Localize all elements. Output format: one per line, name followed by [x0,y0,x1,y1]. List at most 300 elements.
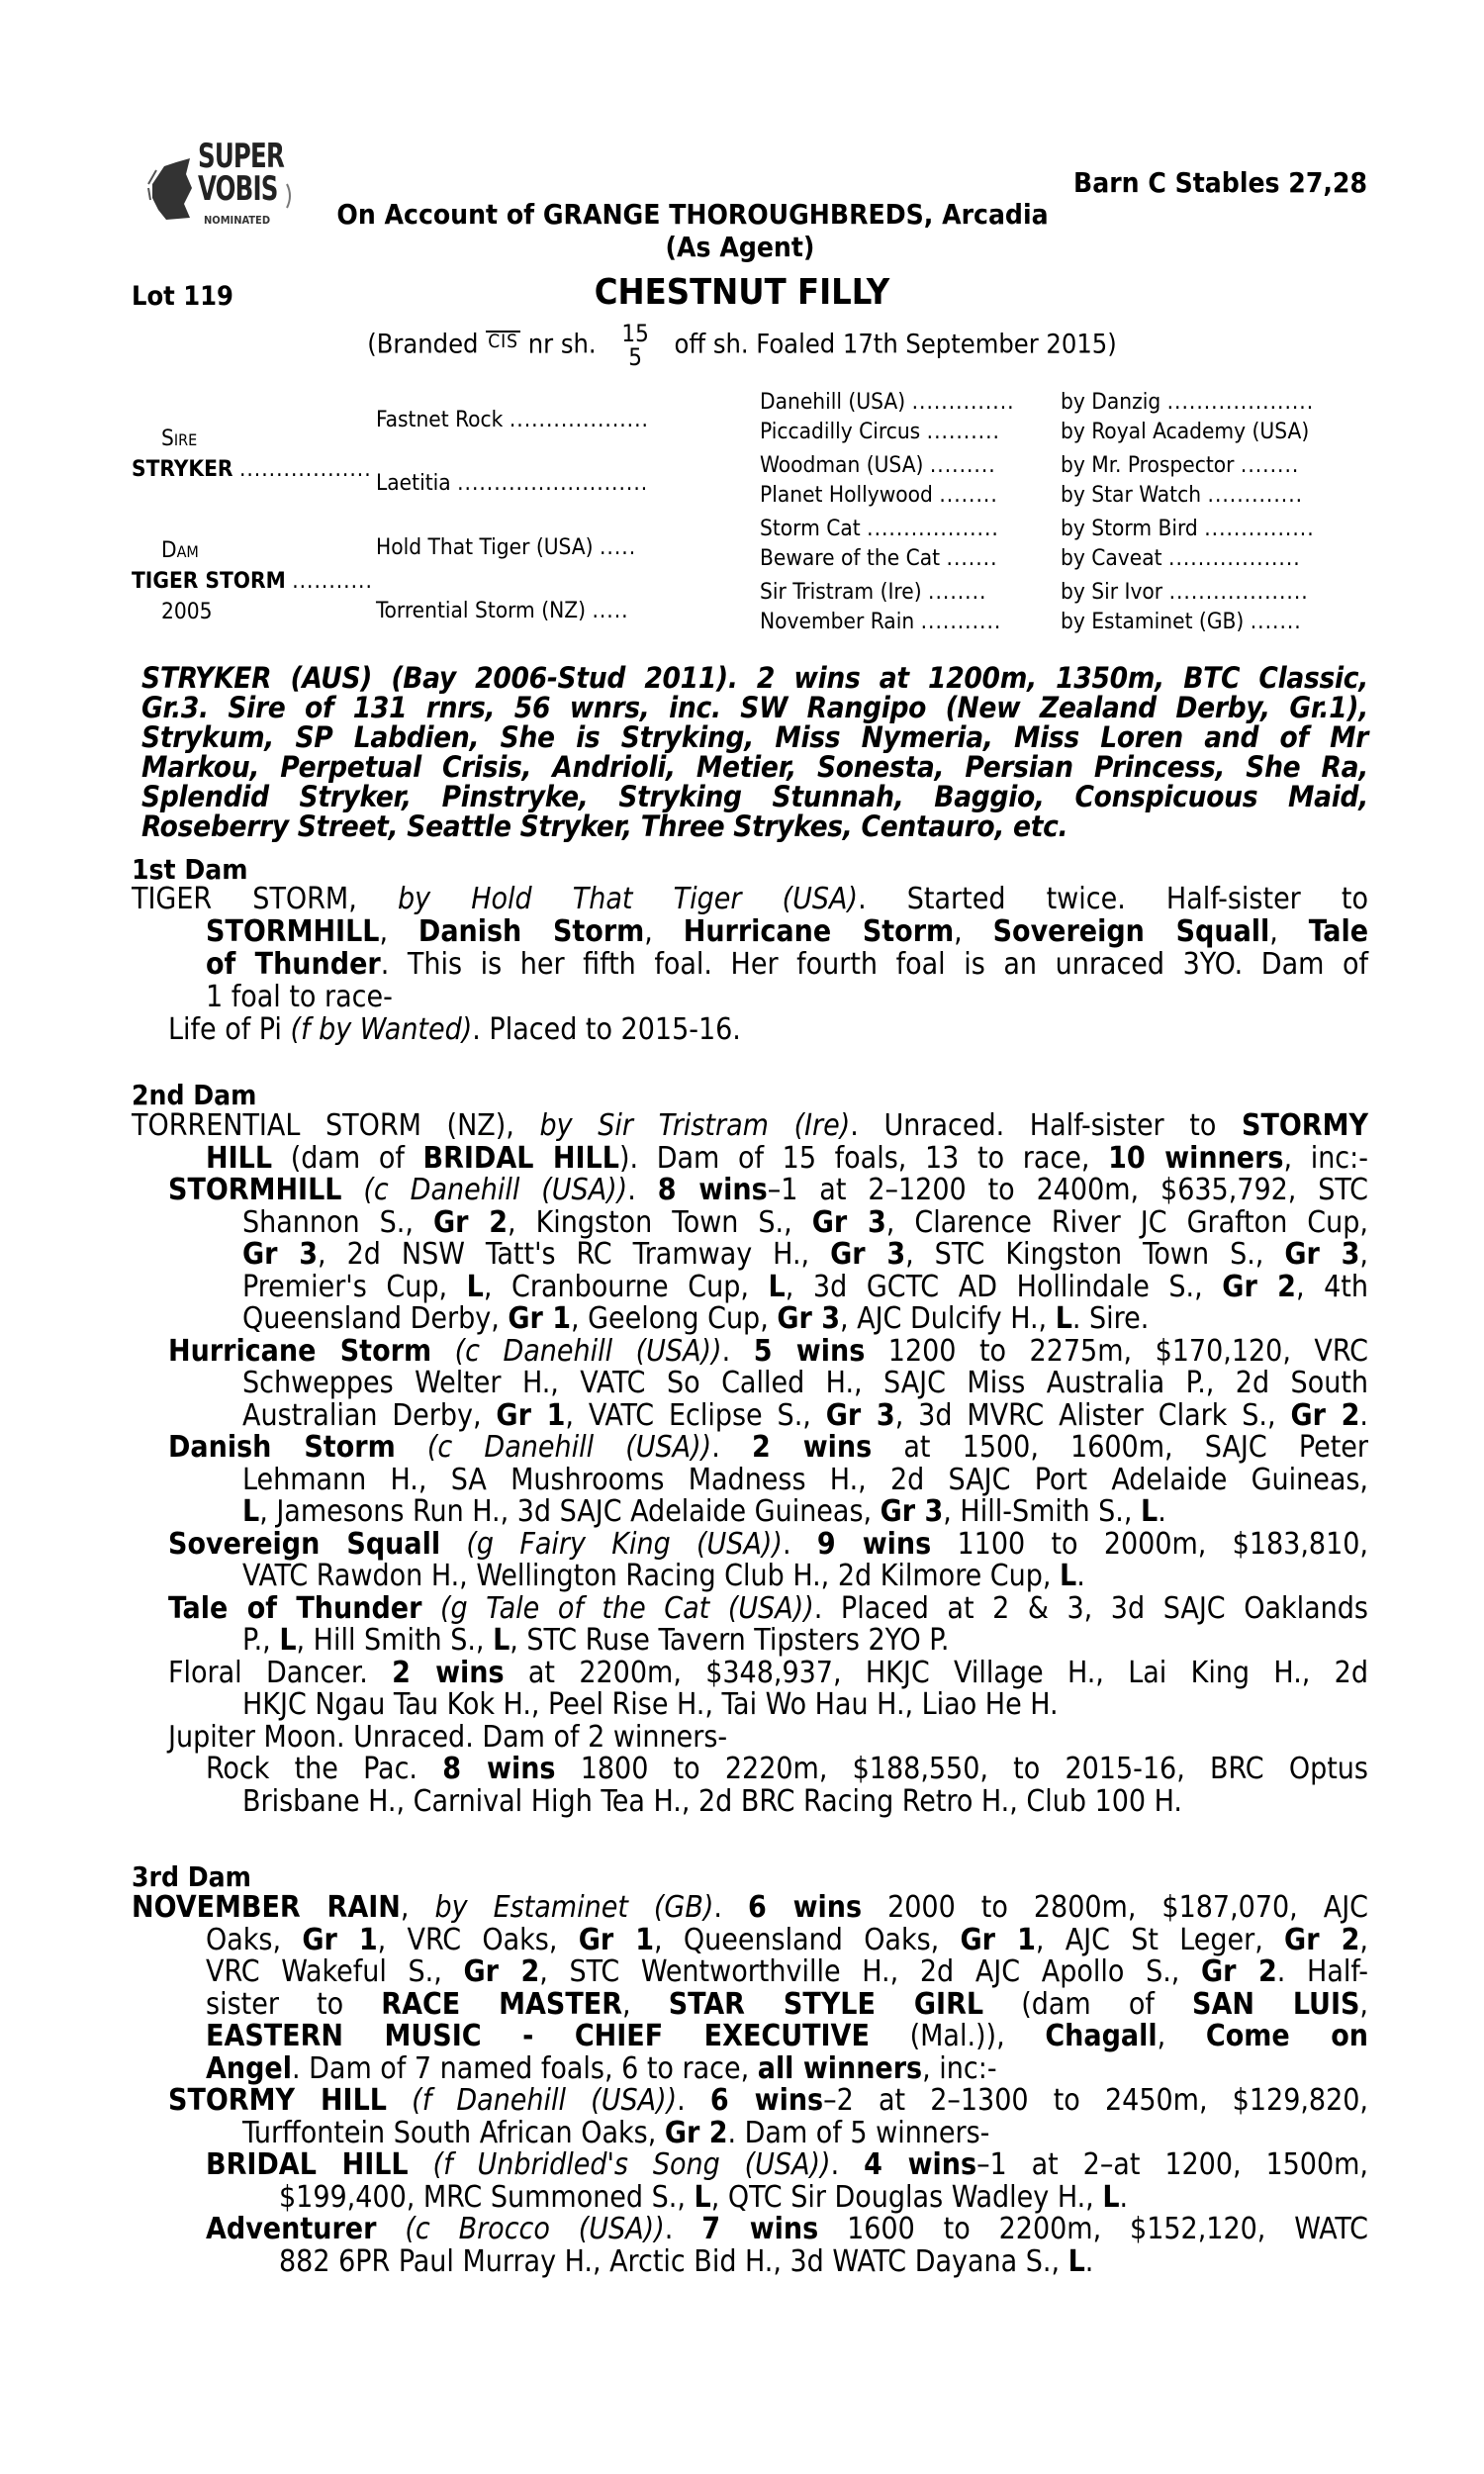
great-grandparent [760,609,1001,634]
bold-text: SAN LUIS [1192,1987,1360,2022]
bold-text: 8 wins [442,1752,556,1786]
text: , [1157,2019,1206,2053]
great-grandparent [760,452,996,478]
italic-text: (f Unbridled's Song (USA)) [432,2147,831,2182]
ggp-sire-dots: .................. [1168,545,1301,571]
text: Brisbane H., Carnival High Tea H., 2d BRC Racing Retro H., Club 100 H. [242,1784,1182,1819]
text: , [379,914,418,949]
logo-line-nominated: NOMINATED [204,214,271,227]
sire-dots: .................. [238,456,372,482]
dam2-line [168,1721,727,1754]
dam2-line [168,1592,1368,1625]
ggp-name: Sir Tristram (Ire) [760,579,922,605]
sire-summary-line: STRYKER (AUS) (Bay 2006-Stud 2011). 2 wins at 1200m, 1350m, BTC Classic, [141,661,1368,695]
text: VATC Rawdon H., Wellington Racing Club H., 2d Kilmore Cup, [242,1559,1061,1593]
bold-text: L [242,1494,260,1529]
bold-text: Gr 2 [1290,1398,1360,1433]
ggp-sire-dots: ............... [1204,516,1315,541]
bold-text: L [279,1623,297,1658]
brand-fraction-top: 15 [621,320,649,347]
dam3-line [206,2052,997,2085]
bold-text: HILL [206,1141,273,1176]
grandparent: Hold That Tiger (USA) ..... [376,534,637,560]
text: , [400,1890,435,1925]
text: , STC Ruse Tavern Tipsters 2YO P. [510,1623,950,1658]
ggp-dots: .................. [867,516,999,541]
great-grandparent [760,419,1000,444]
text: , 4th [1295,1270,1368,1304]
text: . [1076,1559,1085,1593]
dam2-line [168,1528,1368,1561]
bold-text: Gr 2 [1284,1923,1360,1957]
bold-text: BRIDAL HILL [422,1141,619,1176]
bold-text: Tale [1308,914,1369,949]
great-grandparent [760,516,999,541]
text: (Mal.)), [869,2019,1046,2053]
dam2-line [242,1302,1149,1335]
dam-label: Dam [161,537,199,563]
dam1-heading: 1st Dam [132,853,248,886]
dam2-line [206,1142,1368,1175]
text: Premier's Cup, [242,1270,467,1304]
bold-text: Gr 3 [830,1237,906,1272]
ggp-dots: .............. [911,389,1015,415]
text: Schweppes Welter H., VATC So Called H., SAJC Miss Australia P., 2d South [242,1366,1368,1400]
text: Lehmann H., SA Mushrooms Madness H., 2d SAJC Port Adelaide Guineas, [242,1463,1368,1497]
vendor-account: On Account of GRANGE THOROUGHBREDS, Arcadia [336,198,1049,231]
sire-summary-line: Strykum, SP Labdien, She is Stryking, Miss Nymeria, Miss Loren and of Mr [141,720,1368,754]
bold-text: 4 wins [864,2147,977,2182]
bold-text: BRIDAL HILL [206,2147,409,2182]
great-grandparent-sire [1061,452,1299,478]
bold-text: Danish Storm [168,1430,396,1465]
bold-text: Gr 2 [463,1954,540,1989]
ggp-sire-name: by Royal Academy (USA) [1061,419,1310,444]
vendor-block [0,198,1484,263]
dam2-line [168,1431,1368,1464]
text: . [830,2147,865,2182]
text: , 3d MVRC Alister Clark S., [894,1398,1291,1433]
bold-text: L [1067,2244,1085,2279]
text: , [1359,1923,1368,1957]
dam3-line [279,2245,1093,2278]
bold-text: Tale of Thunder [168,1591,422,1626]
brand-mark: CIS [488,330,519,352]
text: . [627,1173,658,1207]
text: , AJC St Leger, [1035,1923,1285,1957]
ggp-name: Woodman (USA) [760,452,924,478]
text: . Started twice. Half-sister to [858,882,1369,916]
text: –1 at 2–1200 to 2400m, $635,792, STC [767,1173,1368,1207]
text: 1100 to 2000m, $183,810, [931,1527,1368,1562]
ggp-name: Storm Cat [760,516,861,541]
bold-text: EASTERN MUSIC - CHIEF EXECUTIVE [206,2019,870,2053]
dam2-line [242,1785,1182,1818]
text: Queensland Derby, [242,1301,509,1336]
dam2-line [242,1495,1166,1528]
bold-text: L [694,2180,711,2215]
text [421,1591,440,1626]
text: 1800 to 2220m, $188,550, to 2015-16, BRC Optus [555,1752,1368,1786]
great-grandparent-sire [1061,419,1309,444]
dam3-line [206,1924,1368,1956]
text: at 2200m, $348,937, HKJC Village H., Lai King H., 2d [504,1656,1368,1690]
text: 1 foal to race- [206,980,393,1014]
italic-text: (g Tale of the Cat (USA)) [440,1591,814,1626]
text: , [954,914,993,949]
bold-text: 6 wins [748,1890,863,1925]
great-grandparent-sire [1061,579,1309,605]
bold-text: Sovereign Squall [168,1527,441,1562]
bold-text: 2 wins [392,1656,505,1690]
text: . [664,2212,702,2246]
bold-text: Gr 2 [1222,1270,1296,1304]
grandparent: Torrential Storm (NZ) ..... [376,598,629,623]
text: Life of Pi [168,1012,291,1047]
bold-text: NOVEMBER RAIN [132,1890,401,1925]
dam3-heading: 3rd Dam [132,1860,251,1893]
bold-text: of Thunder [206,947,381,982]
text: VRC Wakeful S., [206,1954,464,1989]
bold-text: Gr 3 [825,1398,895,1433]
text: , Clarence River JC Grafton Cup, [885,1205,1368,1240]
ggp-sire-name: by Storm Bird [1061,516,1198,541]
bold-text: Gr 3 [777,1301,840,1336]
text: . [782,1527,817,1562]
text: . [711,1430,752,1465]
bold-text: Gr 3 [1284,1237,1360,1272]
bold-text: Come on [1205,2019,1368,2053]
dam2-line [242,1688,1059,1721]
dam3-line [279,2181,1128,2214]
text: , STC Wentworthville H., 2d AJC Apollo S., [539,1954,1202,1989]
text: , Jamesons Run H., 3d SAJC Adelaide Guineas, [259,1494,881,1529]
dam2-line [168,1657,1368,1689]
italic-text: (c Danehill (USA)) [363,1173,628,1207]
vendor-agent: (As Agent) [665,231,815,263]
sire-summary-line: Gr.3. Sire of 131 rnrs, 56 wnrs, inc. SW Rangipo (New Zealand Derby, Gr.1), [141,691,1368,724]
text: Shannon S., [242,1205,433,1240]
grandparent: Laetitia .......................... [376,470,649,496]
text: Rock the Pac. [206,1752,443,1786]
ggp-sire-name: by Caveat [1061,545,1162,571]
text: . [721,1334,754,1369]
bold-text: L [1102,2180,1120,2215]
lot-number: Lot 119 [132,281,233,312]
text: (dam of [983,1987,1193,2022]
ggp-sire-dots: .................... [1166,389,1315,415]
text [431,1334,455,1369]
ggp-dots: ........ [939,482,998,508]
text: 2000 to 2800m, $187,070, AJC [862,1890,1369,1925]
dam2-line [132,1109,1368,1142]
text: 882 6PR Paul Murray H., Arctic Bid H., 3d WATC Dayana S., [279,2244,1068,2279]
ggp-dots: ........ [928,579,987,605]
text: . Unraced. Half-sister to [850,1108,1243,1143]
text: TORRENTIAL STORM (NZ), [132,1108,540,1143]
dam2-line [168,1335,1368,1368]
bold-text: Hurricane Storm [683,914,955,949]
italic-text: (g Fairy King (USA)) [466,1527,783,1562]
bold-text: 9 wins [816,1527,932,1562]
bold-text: STORMHILL [206,914,380,949]
text [396,1430,427,1465]
italic-text: (c Brocco (USA)) [405,2212,665,2246]
great-grandparent [760,389,1015,415]
bold-text: Gr 3 [242,1237,319,1272]
dam2-line [242,1238,1368,1271]
great-grandparent-sire [1061,516,1315,541]
dam2-line [168,1174,1368,1206]
bold-text: L [493,1623,510,1658]
sire-summary-line: Markou, Perpetual Crisis, Andrioli, Metier, Sonesta, Persian Princess, She Ra, [141,750,1368,784]
sire-summary-line: Roseberry Street, Seattle Stryker, Three Strykes, Centauro, etc. [141,809,1068,843]
text: , 3d GCTC AD Hollindale S., [785,1270,1223,1304]
text: . [1158,1494,1166,1529]
italic-text: (f by Wanted) [290,1012,473,1047]
text: , [1359,1987,1368,2022]
sire-summary-line: Splendid Stryker, Pinstryke, Stryking Stunnah, Baggio, Conspicuous Maid, [141,780,1368,813]
dam1-line [132,883,1368,915]
ggp-name: Danehill (USA) [760,389,906,415]
text: . [713,1890,748,1925]
bold-text: Danish Storm [417,914,645,949]
bold-text: Adventurer [206,2212,377,2246]
text: . Dam of 7 named foals, 6 to race, [291,2051,758,2086]
bold-text: 7 wins [701,2212,819,2246]
bold-text: all winners [757,2051,923,2086]
text: HKJC Ngau Tau Kok H., Peel Rise H., Tai Wo Hau H., Liao He H. [242,1687,1059,1722]
great-grandparent-sire [1061,545,1301,571]
text: , Hill Smith S., [296,1623,494,1658]
bold-text: Sovereign Squall [992,914,1270,949]
bold-text: L [768,1270,786,1304]
bold-text: 10 winners [1108,1141,1284,1176]
text [409,2147,433,2182]
great-grandparent-sire [1061,389,1314,415]
text: , STC Kingston Town S., [905,1237,1285,1272]
dam-dots: ........... [292,568,373,594]
great-grandparent [760,579,986,605]
text: at 1500, 1600m, SAJC Peter [872,1430,1368,1465]
bold-text: 8 wins [657,1173,768,1207]
bold-text: L [1060,1559,1077,1593]
bold-text: STAR STYLE GIRL [668,1987,984,2022]
text: , inc:- [1283,1141,1368,1176]
great-grandparent-sire [1061,609,1302,634]
bold-text: Gr 2 [664,2116,728,2150]
dam2-line [242,1560,1085,1592]
dam3-line [206,2213,1368,2245]
dam3-line [132,1891,1368,1924]
bold-text: Gr 3 [811,1205,886,1240]
text: 1600 to 2200m, $152,120, WATC [818,2212,1369,2246]
dam3-line [206,1988,1368,2021]
text: –2 at 2–1300 to 2450m, $129,820, [823,2083,1369,2118]
bold-text: Gr 1 [578,1923,655,1957]
dam2-line [242,1464,1368,1496]
text: . [1084,2244,1094,2279]
text: , VRC Oaks, [377,1923,579,1957]
brand-fraction [621,322,648,369]
bold-text: RACE MASTER [381,1987,623,2022]
dam3-line [242,2117,989,2149]
ggp-sire-name: by Mr. Prospector [1061,452,1235,478]
text: , Hill-Smith S., [943,1494,1142,1529]
bold-text: Gr 1 [508,1301,571,1336]
dam2-line [242,1206,1368,1239]
branding-line [0,322,1484,369]
dam-name: TIGER STORM [132,568,286,594]
dam2-line [242,1367,1368,1399]
bold-text: Gr 1 [302,1923,378,1957]
italic-text: (f Danehill (USA)) [412,2083,678,2118]
bold-text: L [1055,1301,1072,1336]
text: sister to [206,1987,382,2022]
text: , [1359,1237,1368,1272]
bold-text: Gr 1 [960,1923,1036,1957]
text: (dam of [272,1141,423,1176]
ggp-dots: ......... [929,452,996,478]
branded-mid: nr sh. [527,329,597,360]
italic-text: by Sir Tristram (Ire) [539,1108,851,1143]
dam3-line [206,2020,1368,2052]
dam1-line [168,1013,741,1046]
text: , Geelong Cup, [570,1301,778,1336]
text [387,2083,412,2118]
ggp-sire-dots: ....... [1250,609,1302,634]
ggp-sire-name: by Sir Ivor [1061,579,1163,605]
bold-text: 6 wins [709,2083,824,2118]
text: Australian Derby, [242,1398,497,1433]
text: $199,400, MRC Summoned S., [279,2180,695,2215]
text: , QTC Sir Douglas Wadley H., [710,2180,1103,2215]
text: . Placed at 2 & 3, 3d SAJC Oaklands [813,1591,1368,1626]
dam2-line [206,1753,1368,1785]
branded-suffix: off sh. Foaled 17th September 2015) [674,329,1117,360]
bold-text: 5 wins [753,1334,866,1369]
italic-text: by Estaminet (GB) [434,1890,714,1925]
bold-text: STORMY HILL [168,2083,387,2118]
dam1-line [206,981,393,1013]
text: 1200 to 2275m, $170,120, VRC [865,1334,1368,1369]
text: Floral Dancer. [168,1656,393,1690]
logo-line-super: SUPER [198,137,284,176]
brand-fraction-bottom: 5 [628,343,642,371]
text: –1 at 2–at 1200, 1500m, [976,2147,1369,2182]
bold-text: 2 wins [751,1430,873,1465]
text: , inc:- [922,2051,997,2086]
text: , [622,1987,669,2022]
text: , Cranbourne Cup, [483,1270,769,1304]
text: , 2d NSW Tatt's RC Tramway H., [318,1237,831,1272]
grandparent: Fastnet Rock ................... [376,407,649,432]
italic-text: by Hold That Tiger (USA) [397,882,859,916]
ggp-dots: .......... [926,419,1000,444]
dam2-line [242,1624,949,1657]
great-grandparent [760,482,998,508]
text: ). Dam of 15 foals, 13 to race, [618,1141,1109,1176]
great-grandparent [760,545,998,571]
ggp-sire-name: by Danzig [1061,389,1161,415]
logo-line-vobis: VOBIS [198,169,278,209]
text: Oaks, [206,1923,303,1957]
bold-text: STORMY [1242,1108,1368,1143]
text [440,1527,466,1562]
barn-stables: Barn C Stables 27,28 [1073,166,1367,199]
bold-text: Gr 2 [1201,1954,1277,1989]
bold-text: L [1141,1494,1159,1529]
ggp-sire-name: by Estaminet (GB) [1061,609,1245,634]
text: . [1359,1398,1368,1433]
text [376,2212,405,2246]
bold-text: STORMHILL [168,1173,342,1207]
dam3-line [168,2084,1368,2117]
great-grandparent-sire [1061,482,1303,508]
text: TIGER STORM, [132,882,398,916]
text: P., [242,1623,280,1658]
text: . [1119,2180,1129,2215]
text: . Placed to 2015-16. [472,1012,741,1047]
ggp-name: November Rain [760,609,915,634]
ggp-dots: ........... [920,609,1002,634]
ggp-name: Piccadilly Circus [760,419,921,444]
text: Jupiter Moon. Unraced. Dam of 2 winners- [168,1720,728,1755]
bold-text: Hurricane Storm [168,1334,432,1369]
bold-text: L [466,1270,484,1304]
italic-text: (c Danehill (USA)) [454,1334,722,1369]
bold-text: Angel [206,2051,292,2086]
ggp-sire-name: by Star Watch [1061,482,1202,508]
sire-summary [141,663,1368,841]
text [341,1173,363,1207]
bold-text: Chagall [1045,2019,1158,2053]
text: , [644,914,684,949]
italic-text: (c Danehill (USA)) [426,1430,712,1465]
dam1-line [206,948,1368,981]
ggp-name: Planet Hollywood [760,482,933,508]
dam1-line [206,915,1368,948]
dam2-line [242,1271,1368,1303]
text: . Half- [1276,1954,1368,1989]
lot-title: CHESTNUT FILLY [594,272,890,313]
text: , AJC Dulcify H., [839,1301,1056,1336]
ggp-sire-dots: ................... [1168,579,1309,605]
text: . Sire. [1071,1301,1150,1336]
bold-text: Gr 2 [432,1205,509,1240]
ggp-sire-dots: ........ [1240,452,1300,478]
text: , Queensland Oaks, [654,1923,961,1957]
text: , VATC Eclipse S., [565,1398,826,1433]
text: . Dam of 5 winners- [727,2116,990,2150]
text: . This is her fifth foal. Her fourth foal is an unraced 3YO. Dam of [380,947,1368,982]
bold-text: Gr 1 [496,1398,566,1433]
text: , Kingston Town S., [508,1205,812,1240]
ggp-name: Beware of the Cat [760,545,941,571]
sire-label: Sire [161,426,198,451]
bold-text: Gr 3 [880,1494,944,1529]
text: Turffontein South African Oaks, [242,2116,665,2150]
branded-prefix: (Branded [367,329,479,360]
dam3-line [206,1955,1368,1988]
dam-year: 2005 [161,599,213,624]
ggp-sire-dots: ............. [1207,482,1304,508]
text: . [677,2083,710,2118]
dam2-heading: 2nd Dam [132,1079,257,1111]
ggp-dots: ....... [946,545,998,571]
text: , [1269,914,1309,949]
sire-name: STRYKER [132,456,233,482]
